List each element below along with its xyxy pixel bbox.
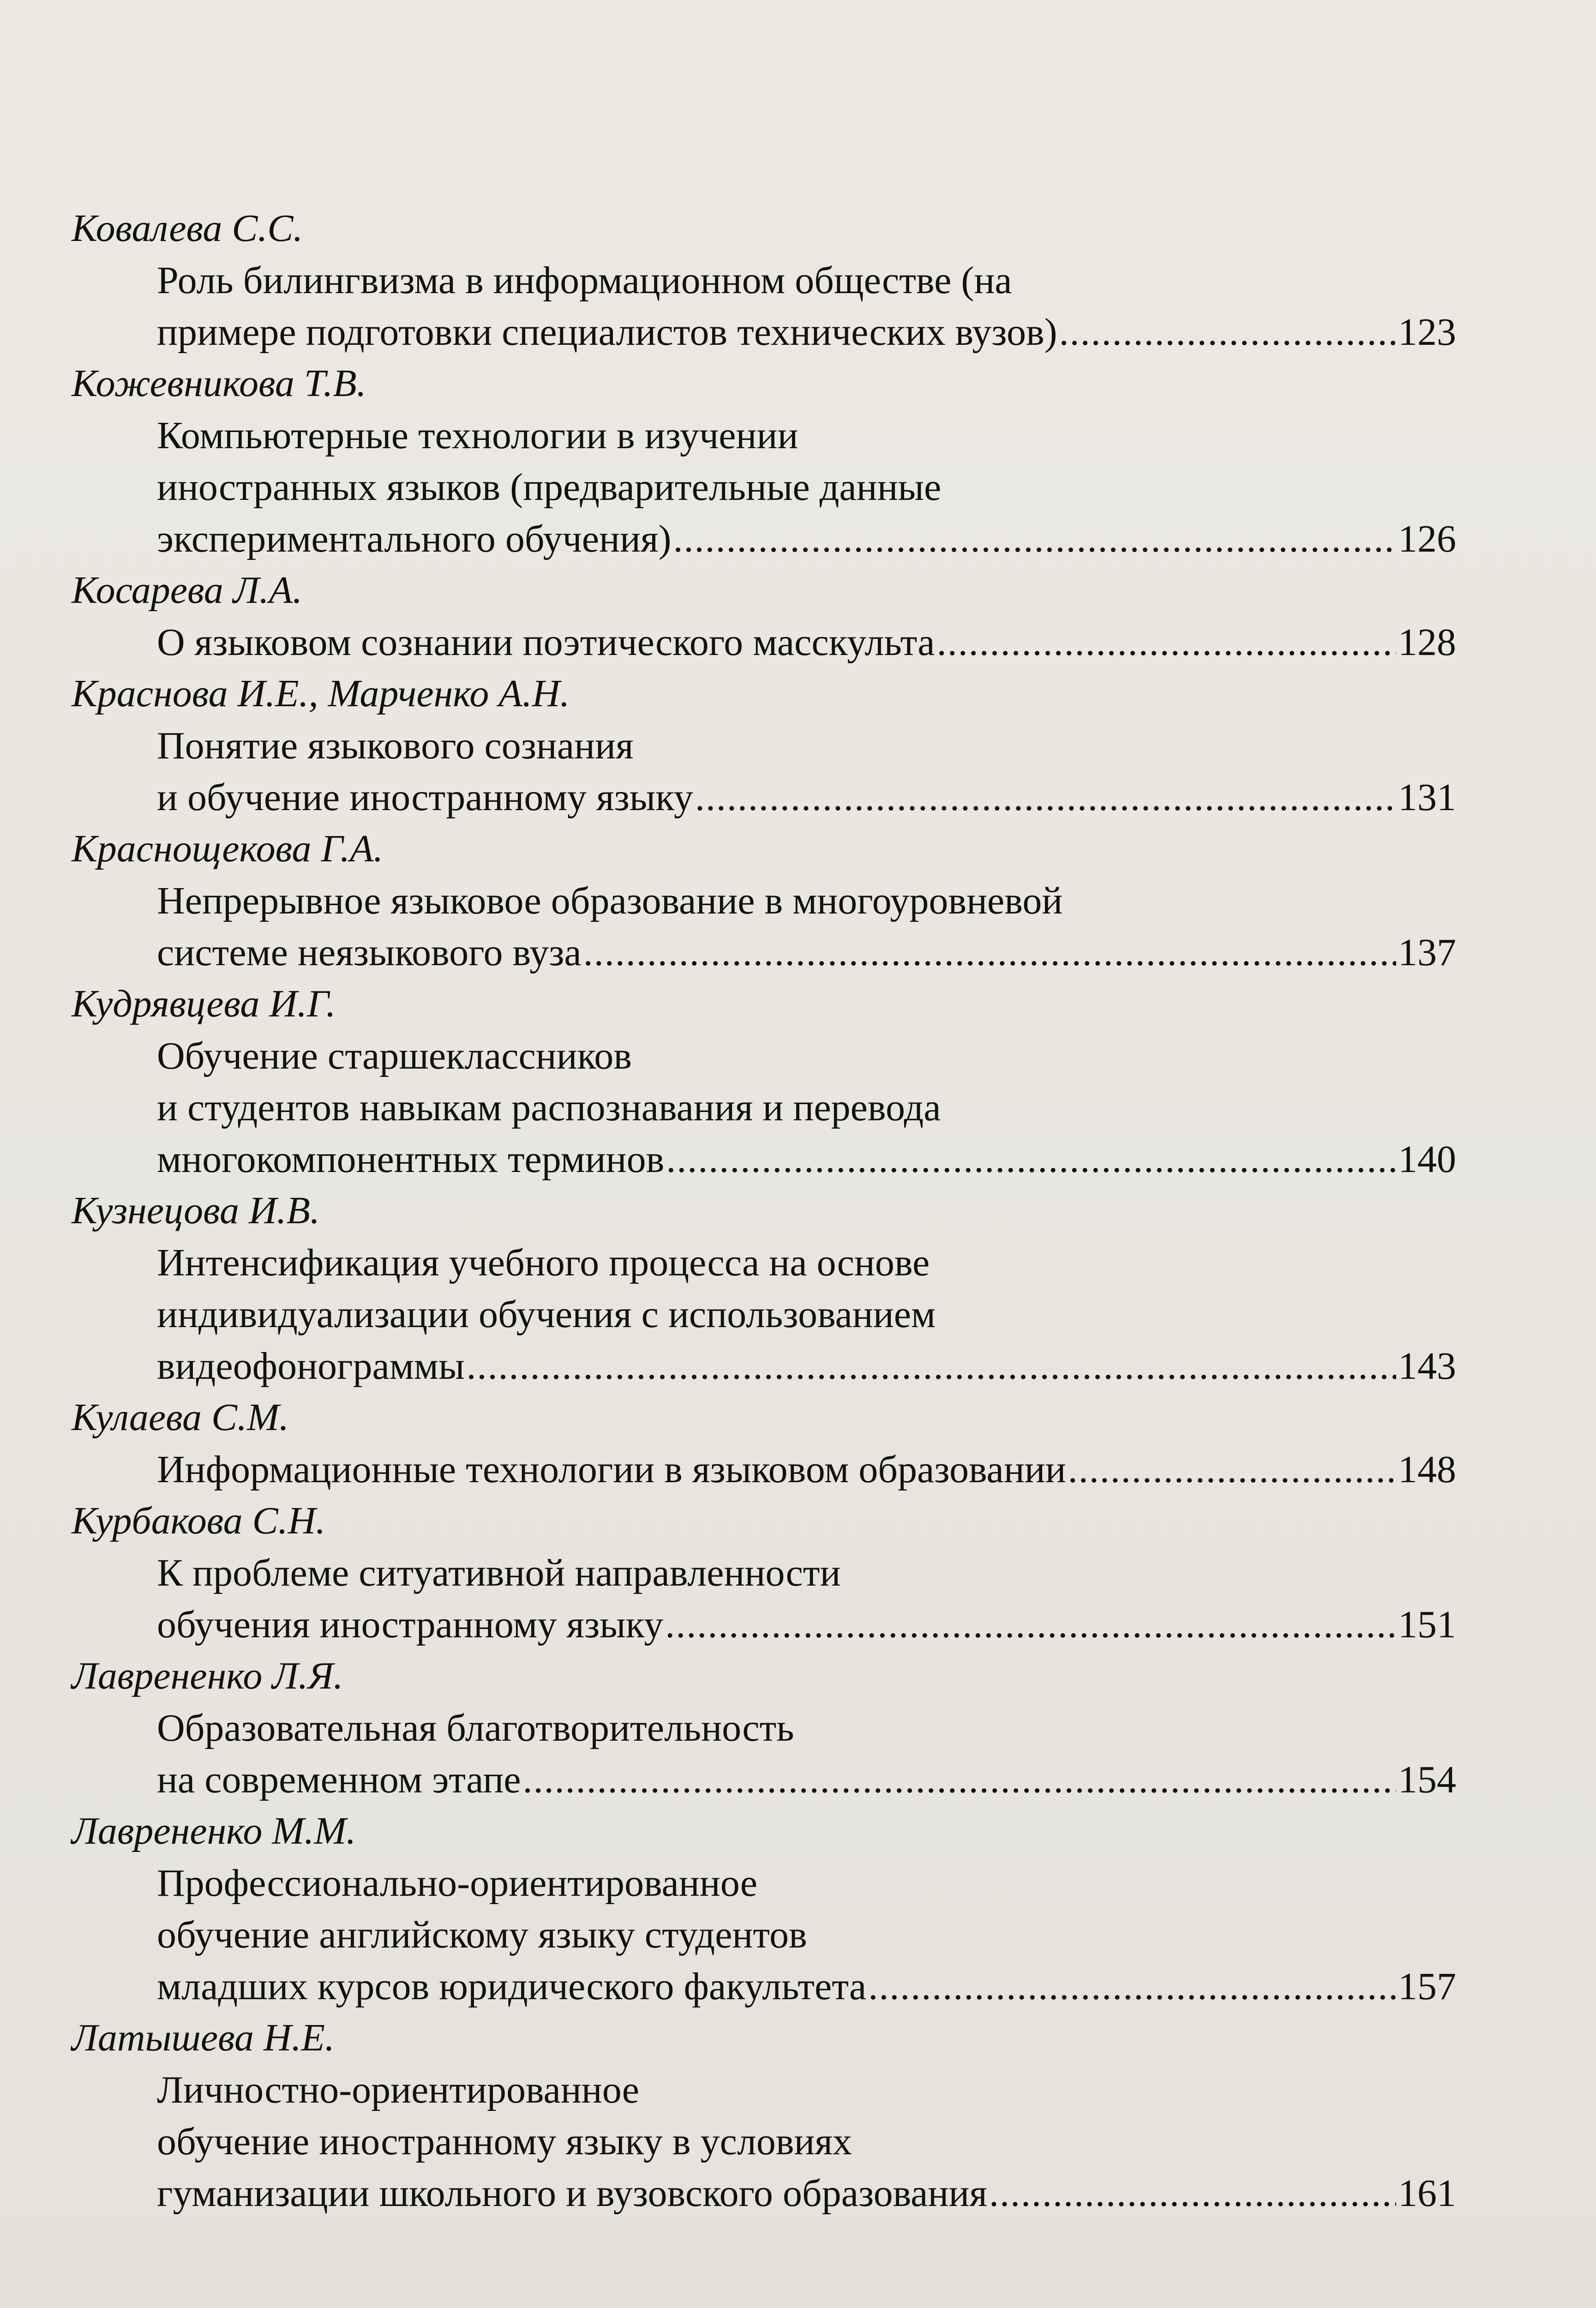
toc-entry-author: Кожевникова Т.В.	[72, 362, 366, 405]
toc-entry-title-last-line	[157, 1599, 1456, 1651]
toc-entry-page-number: 154	[1398, 1758, 1456, 1801]
toc-entry-author: Ковалева С.С.	[72, 207, 303, 250]
toc-entry-page-number: 137	[1398, 931, 1456, 974]
toc-entry-page-number: 131	[1398, 776, 1456, 819]
toc-entry-author: Краснощекова Г.А.	[72, 827, 384, 870]
toc-entry-title-last-line	[157, 1340, 1456, 1392]
toc-entry	[72, 358, 1456, 565]
toc-entry-author: Кузнецова И.В.	[72, 1189, 320, 1232]
toc-entry-title-line: Профессионально-ориентированное	[157, 1862, 758, 1905]
toc-entry-title-line: Информационные технологии в языковом образовании	[157, 1448, 1066, 1491]
toc-entry-title	[72, 720, 1456, 823]
toc-entry	[72, 1651, 1456, 1806]
toc-entry-author: Курбакова С.Н.	[72, 1499, 326, 1542]
toc-entry	[72, 668, 1456, 823]
toc-entry-title	[72, 1547, 1456, 1651]
toc-entry-title-line: обучение иностранному языку в условиях	[157, 2120, 852, 2163]
toc-entry-title-line: на современном этапе	[157, 1758, 521, 1801]
toc-entry-author: Кудрявцева И.Г.	[72, 982, 336, 1025]
dot-leader	[1059, 307, 1396, 358]
dot-leader	[523, 1754, 1396, 1806]
toc-entry-author: Латышева Н.Е.	[72, 2016, 335, 2059]
toc-entry-page-number: 126	[1398, 517, 1456, 560]
toc-entry-page-number: 128	[1398, 621, 1456, 664]
toc-entry-title-line: видеофонограммы	[157, 1345, 465, 1388]
toc-entry	[72, 1496, 1456, 1651]
toc-entry-title-last-line	[157, 617, 1456, 668]
toc-entry-title-line: примере подготовки специалистов технических вузов)	[157, 311, 1057, 354]
toc-entry-author: Лаврененко Л.Я.	[72, 1654, 343, 1697]
toc-entry-page-number: 123	[1398, 311, 1456, 354]
toc-entry	[72, 823, 1456, 979]
toc-entry-title-last-line	[157, 1134, 1456, 1185]
toc-entry-title-line: обучение английскому языку студентов	[157, 1913, 807, 1956]
toc-entry-title-line: Компьютерные технологии в изучении	[157, 414, 798, 457]
toc-entry	[72, 1185, 1456, 1392]
table-of-contents	[72, 203, 1456, 2219]
toc-entry-title-line: О языковом сознании поэтического масскульта	[157, 621, 935, 664]
toc-entry-title-line: обучения иностранному языку	[157, 1603, 664, 1646]
dot-leader	[989, 2168, 1396, 2219]
toc-entry-title	[72, 1237, 1456, 1392]
toc-entry-title-last-line	[157, 1754, 1456, 1806]
toc-entry-title	[72, 1702, 1456, 1806]
toc-entry	[72, 2013, 1456, 2219]
toc-entry-page-number: 151	[1398, 1603, 1456, 1646]
toc-entry-title-line: и обучение иностранному языку	[157, 776, 693, 819]
toc-entry-title-line: системе неязыкового вуза	[157, 931, 582, 974]
toc-entry-title-last-line	[157, 927, 1456, 979]
toc-entry-title-line: индивидуализации обучения с использованием	[157, 1293, 936, 1336]
toc-entry-title-last-line	[157, 307, 1456, 358]
toc-entry-title-last-line	[157, 1961, 1456, 2013]
toc-entry-title-last-line	[157, 513, 1456, 565]
toc-entry	[72, 1806, 1456, 2013]
toc-entry-title	[72, 255, 1456, 358]
toc-entry-title-last-line	[157, 1444, 1456, 1496]
toc-entry-title	[72, 875, 1456, 979]
toc-entry-author: Краснова И.Е., Марченко А.Н.	[72, 672, 570, 715]
toc-entry-title-line: и студентов навыкам распознавания и перевода	[157, 1086, 941, 1129]
toc-entry-title	[72, 410, 1456, 565]
toc-entry-title-line: Понятие языкового сознания	[157, 724, 634, 767]
toc-entry-title	[72, 2064, 1456, 2219]
toc-entry-title	[72, 617, 1456, 668]
toc-entry-author: Лаврененко М.М.	[72, 1809, 356, 1852]
toc-entry-title-line: экспериментального обучения)	[157, 517, 672, 560]
dot-leader	[937, 617, 1396, 668]
toc-entry-title-line: Непрерывное языковое образование в многоуровневой	[157, 879, 1063, 922]
toc-entry-page-number: 148	[1398, 1448, 1456, 1491]
dot-leader	[868, 1961, 1396, 2013]
toc-entry	[72, 203, 1456, 358]
toc-entry-page-number: 161	[1398, 2172, 1456, 2215]
toc-entry-title-line: многокомпонентных терминов	[157, 1138, 665, 1181]
dot-leader	[673, 513, 1396, 565]
toc-entry-page-number: 157	[1398, 1965, 1456, 2008]
toc-entry-title-line: Образовательная благотворительность	[157, 1707, 794, 1749]
toc-entry-title-line: младших курсов юридического факультета	[157, 1965, 867, 2008]
toc-entry-author: Кулаева С.М.	[72, 1396, 289, 1439]
toc-entry-page-number: 143	[1398, 1345, 1456, 1388]
dot-leader	[1068, 1444, 1396, 1496]
toc-entry-title-line: иностранных языков (предварительные данные	[157, 466, 942, 509]
toc-entry-title	[72, 1857, 1456, 2013]
toc-entry-title	[72, 1030, 1456, 1185]
toc-entry-title	[72, 1444, 1456, 1496]
toc-entry-title-line: Обучение старшеклассников	[157, 1034, 632, 1077]
dot-leader	[695, 772, 1396, 823]
toc-entry-page-number: 140	[1398, 1138, 1456, 1181]
toc-entry-title-line: Личностно-ориентированное	[157, 2068, 640, 2111]
toc-entry-title-line: гуманизации школьного и вузовского образования	[157, 2172, 987, 2215]
toc-entry-title-line: К проблеме ситуативной направленности	[157, 1551, 841, 1594]
toc-entry-title-last-line	[157, 772, 1456, 823]
toc-entry	[72, 1392, 1456, 1496]
toc-entry-title-last-line	[157, 2168, 1456, 2219]
dot-leader	[666, 1134, 1396, 1185]
dot-leader	[665, 1599, 1396, 1651]
dot-leader	[583, 927, 1396, 979]
toc-entry-title-line: Роль билингвизма в информационном обществе (на	[157, 259, 1012, 302]
dot-leader	[467, 1340, 1396, 1392]
toc-entry-author: Косарева Л.А.	[72, 569, 303, 612]
toc-entry-title-line: Интенсификация учебного процесса на основе	[157, 1241, 930, 1284]
toc-entry	[72, 565, 1456, 668]
toc-entry	[72, 979, 1456, 1185]
